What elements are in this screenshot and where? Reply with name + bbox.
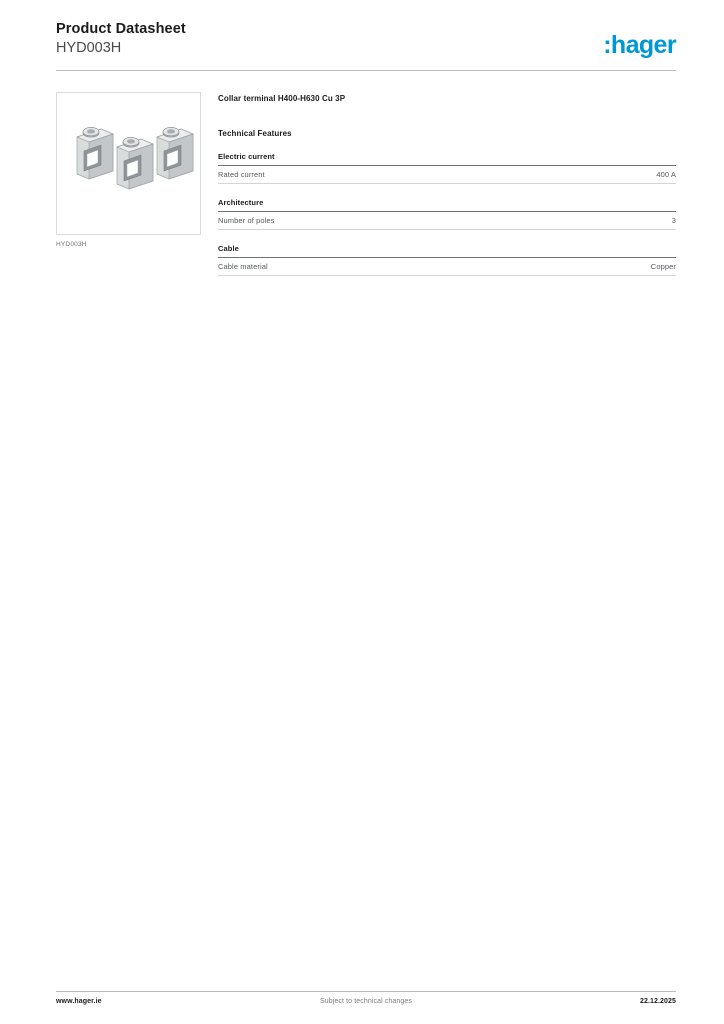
page-header <box>56 20 676 68</box>
spacer <box>218 184 676 198</box>
spec-value: Copper <box>650 262 676 271</box>
technical-features-title: Technical Features <box>218 129 292 138</box>
footer-notice: Subject to technical changes <box>320 998 412 1005</box>
page-footer <box>56 998 676 1012</box>
spec-group-cable <box>218 244 676 276</box>
product-image <box>56 92 201 235</box>
spec-group-architecture <box>218 198 676 230</box>
spec-group-title: Electric current <box>218 152 676 166</box>
footer-website-link[interactable]: www.hager.ie <box>56 998 102 1005</box>
spec-group-title: Architecture <box>218 198 676 212</box>
footer-divider <box>56 991 676 992</box>
spec-value: 400 A <box>656 170 676 179</box>
spec-row <box>218 166 676 184</box>
footer-date: 22.12.2025 <box>639 998 676 1005</box>
spec-value: 3 <box>671 216 676 225</box>
product-image-caption: HYD003H <box>56 241 87 248</box>
header-divider <box>56 70 676 71</box>
spec-label: Cable material <box>218 262 268 271</box>
spec-label: Number of poles <box>218 216 275 225</box>
spacer <box>218 230 676 244</box>
spec-label: Rated current <box>218 170 265 179</box>
product-reference: HYD003H <box>56 40 122 56</box>
product-figure <box>56 92 201 248</box>
specifications <box>218 94 676 276</box>
product-name: Collar terminal H400-H630 Cu 3P <box>218 94 346 103</box>
spec-row <box>218 212 676 230</box>
hager-logo: :hager <box>603 31 676 59</box>
spec-row <box>218 258 676 276</box>
page-title: Product Datasheet <box>56 21 186 37</box>
spec-group-title: Cable <box>218 244 676 258</box>
spec-group-electric-current <box>218 152 676 184</box>
